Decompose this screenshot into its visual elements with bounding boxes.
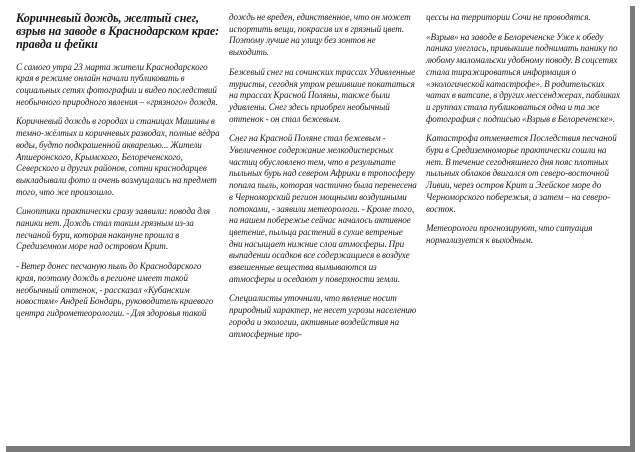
paragraph: Метеорологи прогнозируют, что ситуация нормализуется к выходным. — [426, 223, 593, 245]
page-shadow-bottom — [6, 446, 635, 452]
paragraph: Синоптики практически сразу заявили: повода для паники нет. Дождь стал таким грязным из-за песчаной бури, которая накануне прошла в Средиземном море над островом Крит. — [16, 206, 210, 252]
paragraph: - Ветер донес песчаную пыль до Краснодарского края, поэтому дождь в регионе имеет такой необычный оттенок, - рассказал «Кубанским новостям» Андрей Бондарь, руководитель краевого центра гидрометеорологии. - Для здоровья такой — [16, 261, 214, 318]
page-shadow-right — [630, 6, 635, 452]
column-2 — [229, 12, 417, 340]
column-3 — [426, 12, 625, 255]
paragraph: Катастрофа отменяется Последствия песчаной бури в Средиземноморье практически сошли на нет. В течение сегодняшнего дня пояс плотных пыльных облаков двигался от северо-восточной Ливии, через остров Крит и Эгейское море до Черноморского побережья, а затем – на северо-восток. — [426, 133, 617, 214]
paragraph: цессы на территории Сочи не проводятся. — [426, 12, 591, 22]
article-title: Коричневый дождь, желтый снег, взрыв на заводе в Краснодарском крае: правда и фейки — [16, 11, 220, 52]
paragraph: «Взрыв» на заводе в Белореченске Уже к обеду паника улеглась, привыкшие поднимать панику по любому маломальски удобному поводу. В соцсетях стала тиражироваться информация о «экологической катастрофе». В родительских чатах в ватсапе, в других мессенджерах, пабликах и группах стала публиковаться одна и та же фотография с подписью «Взрыв в Белореченске». — [426, 31, 621, 124]
paragraph: Бежевый снег на сочинских трассах Удивленные туристы, сегодня утром решившие покататься на трассах Красной Поляны, также были удивлены. Снег здесь приобрел необычный оттенок - он стал бежевым. — [229, 66, 416, 124]
paragraph: Снег на Красной Поляне стал бежевым - Увеличенное содержание мелкодисперсных частиц обусловлено тем, что в результате пыльных бурь над севером Африки в тропосферу попала пыль, которая частично была перенесена в Черноморский регион мощными воздушными потоками, - заявили метеорологи. - Кроме того, на нашем побережье сейчас началось активное цветение, пыльца растений в сухие ветреные дни насыщает нижние слои атмосферы. При выпадении осадков все содержащиеся в воздухе взвешенные вещества вымываются из атмосферы и оседают у поверхности земли. — [229, 133, 417, 284]
column-1 — [16, 12, 221, 320]
paragraph: Специалисты уточнили, что явление носит природный характер, не несет угрозы населению города и экологии, активные воздействия на атмосферные про- — [229, 293, 417, 339]
paragraph: С самого утра 23 марта жители Краснодарского края в режиме онлайн начали публиковать в социальных сетях фотографии и видео последствий необычного природного явления – «грязного» дождя. — [16, 61, 218, 107]
paragraph: Коричневый дождь в городах и станицах Машины в темно-жёлтых и коричневых разводах, полные вёдра воды, будто подкрашенной акварелью... Жители Апшеронского, Крымского, Белореченского, Северского и других районов, сотни краснодарцев выкладывали фото и очень возмущались на предмет того, что же произошло. — [16, 116, 220, 197]
paragraph: дождь не вреден, единственное, что он может испортить вещи, покрасив их в грязный цвет. Поэтому лучше на улицу без зонтов не выходить. — [229, 12, 411, 58]
